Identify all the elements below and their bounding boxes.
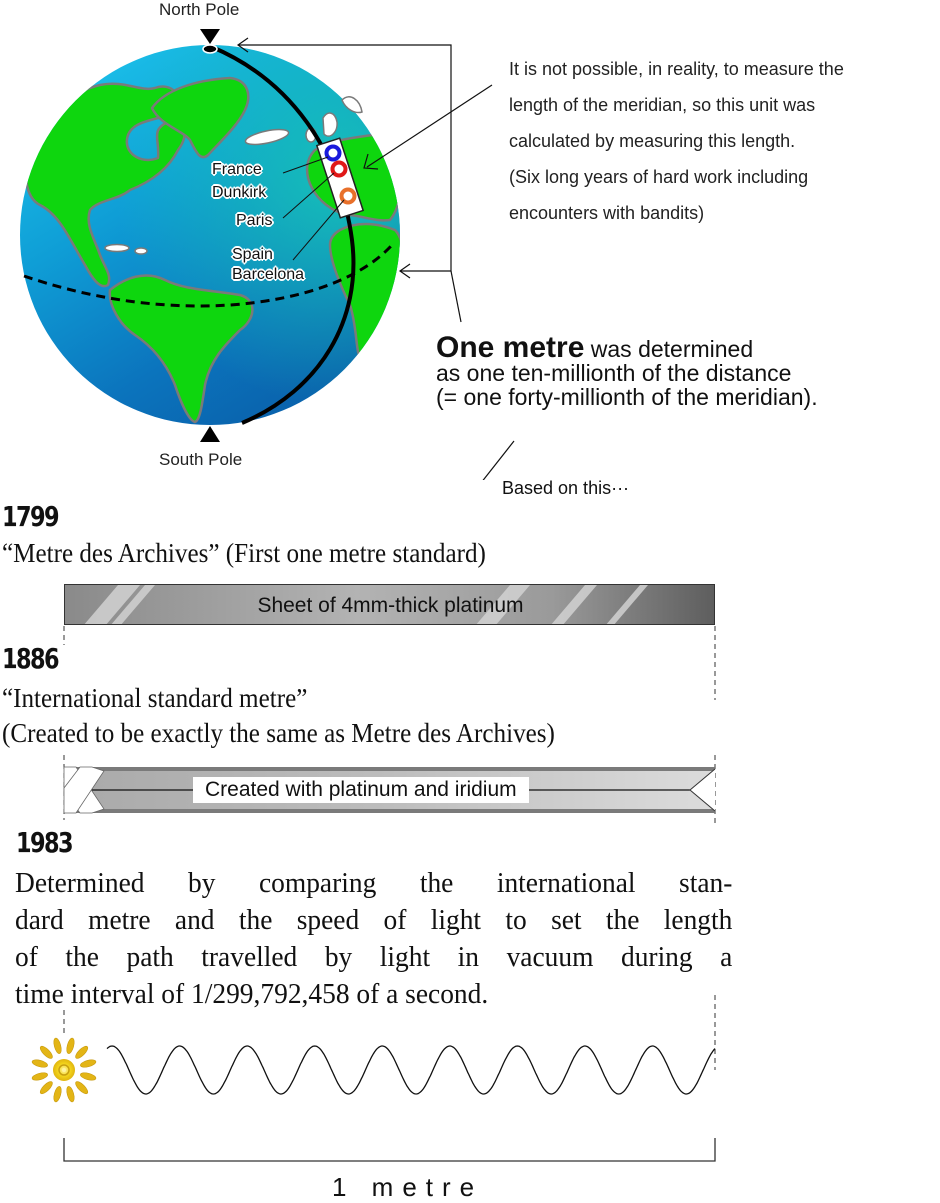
north-pole-arrow-icon — [200, 29, 220, 44]
note-line: calculated by measuring this length. — [509, 131, 796, 151]
label-paris: Paris — [236, 212, 273, 229]
based-on-text: Based on this··· — [502, 478, 630, 498]
note-line: (Six long years of hard work including — [509, 167, 809, 187]
year-1886: 1886 — [2, 642, 58, 675]
north-pole-label: North Pole — [159, 0, 240, 19]
metre-definition — [436, 331, 818, 410]
note-line: length of the meridian, so this unit was — [509, 95, 816, 115]
definition-line1: was determined — [584, 336, 754, 362]
north-pole-marker — [203, 45, 217, 53]
bar-1886-label: Created with platinum and iridium — [193, 777, 529, 803]
note-line: It is not possible, in reality, to measure the — [509, 59, 844, 79]
annotation-pointer — [364, 85, 492, 169]
paragraph-line: dard metre and the speed of light to set the length — [15, 905, 733, 936]
paragraph-line: of the path travelled by light in vacuum during a — [15, 942, 733, 973]
year-1983: 1983 — [16, 826, 72, 859]
title-1799: “Metre des Archives” (First one metre standard) — [2, 538, 486, 568]
one-metre-bracket — [64, 1138, 715, 1161]
definition-1983 — [15, 865, 732, 1013]
meridian-note — [509, 51, 844, 231]
year-1799: 1799 — [2, 500, 58, 533]
south-pole-arrow-icon — [200, 426, 220, 442]
dunkirk-marker-icon — [327, 147, 340, 160]
subtitle-1886: (Created to be exactly the same as Metre des Archives) — [2, 718, 555, 748]
bar-1799-label: Sheet of 4mm-thick platinum — [257, 594, 524, 617]
title-1886: “International standard metre” — [2, 683, 308, 713]
label-france: France — [212, 161, 262, 178]
south-pole-label: South Pole — [159, 450, 243, 469]
light-wave — [100, 1040, 720, 1100]
light-source-icon — [26, 1032, 102, 1108]
label-spain: Spain — [232, 246, 273, 263]
based-on-arrow — [438, 441, 514, 480]
definition-line2: as one ten-millionth of the distance — [436, 360, 792, 386]
note-line: encounters with bandits) — [509, 203, 705, 223]
platinum-sheet-bar — [64, 584, 715, 625]
paris-marker-icon — [333, 163, 346, 176]
definition-bold: One metre — [436, 331, 585, 364]
label-dunkirk: Dunkirk — [212, 184, 267, 201]
definition-line3: (= one forty-millionth of the meridian). — [436, 384, 818, 410]
one-metre-label: 1 metre — [332, 1172, 484, 1202]
label-barcelona: Barcelona — [232, 266, 305, 283]
paragraph-line: time interval of 1/299,792,458 of a second. — [15, 979, 489, 1010]
paragraph-line: Determined by comparing the international stan- — [15, 868, 733, 899]
